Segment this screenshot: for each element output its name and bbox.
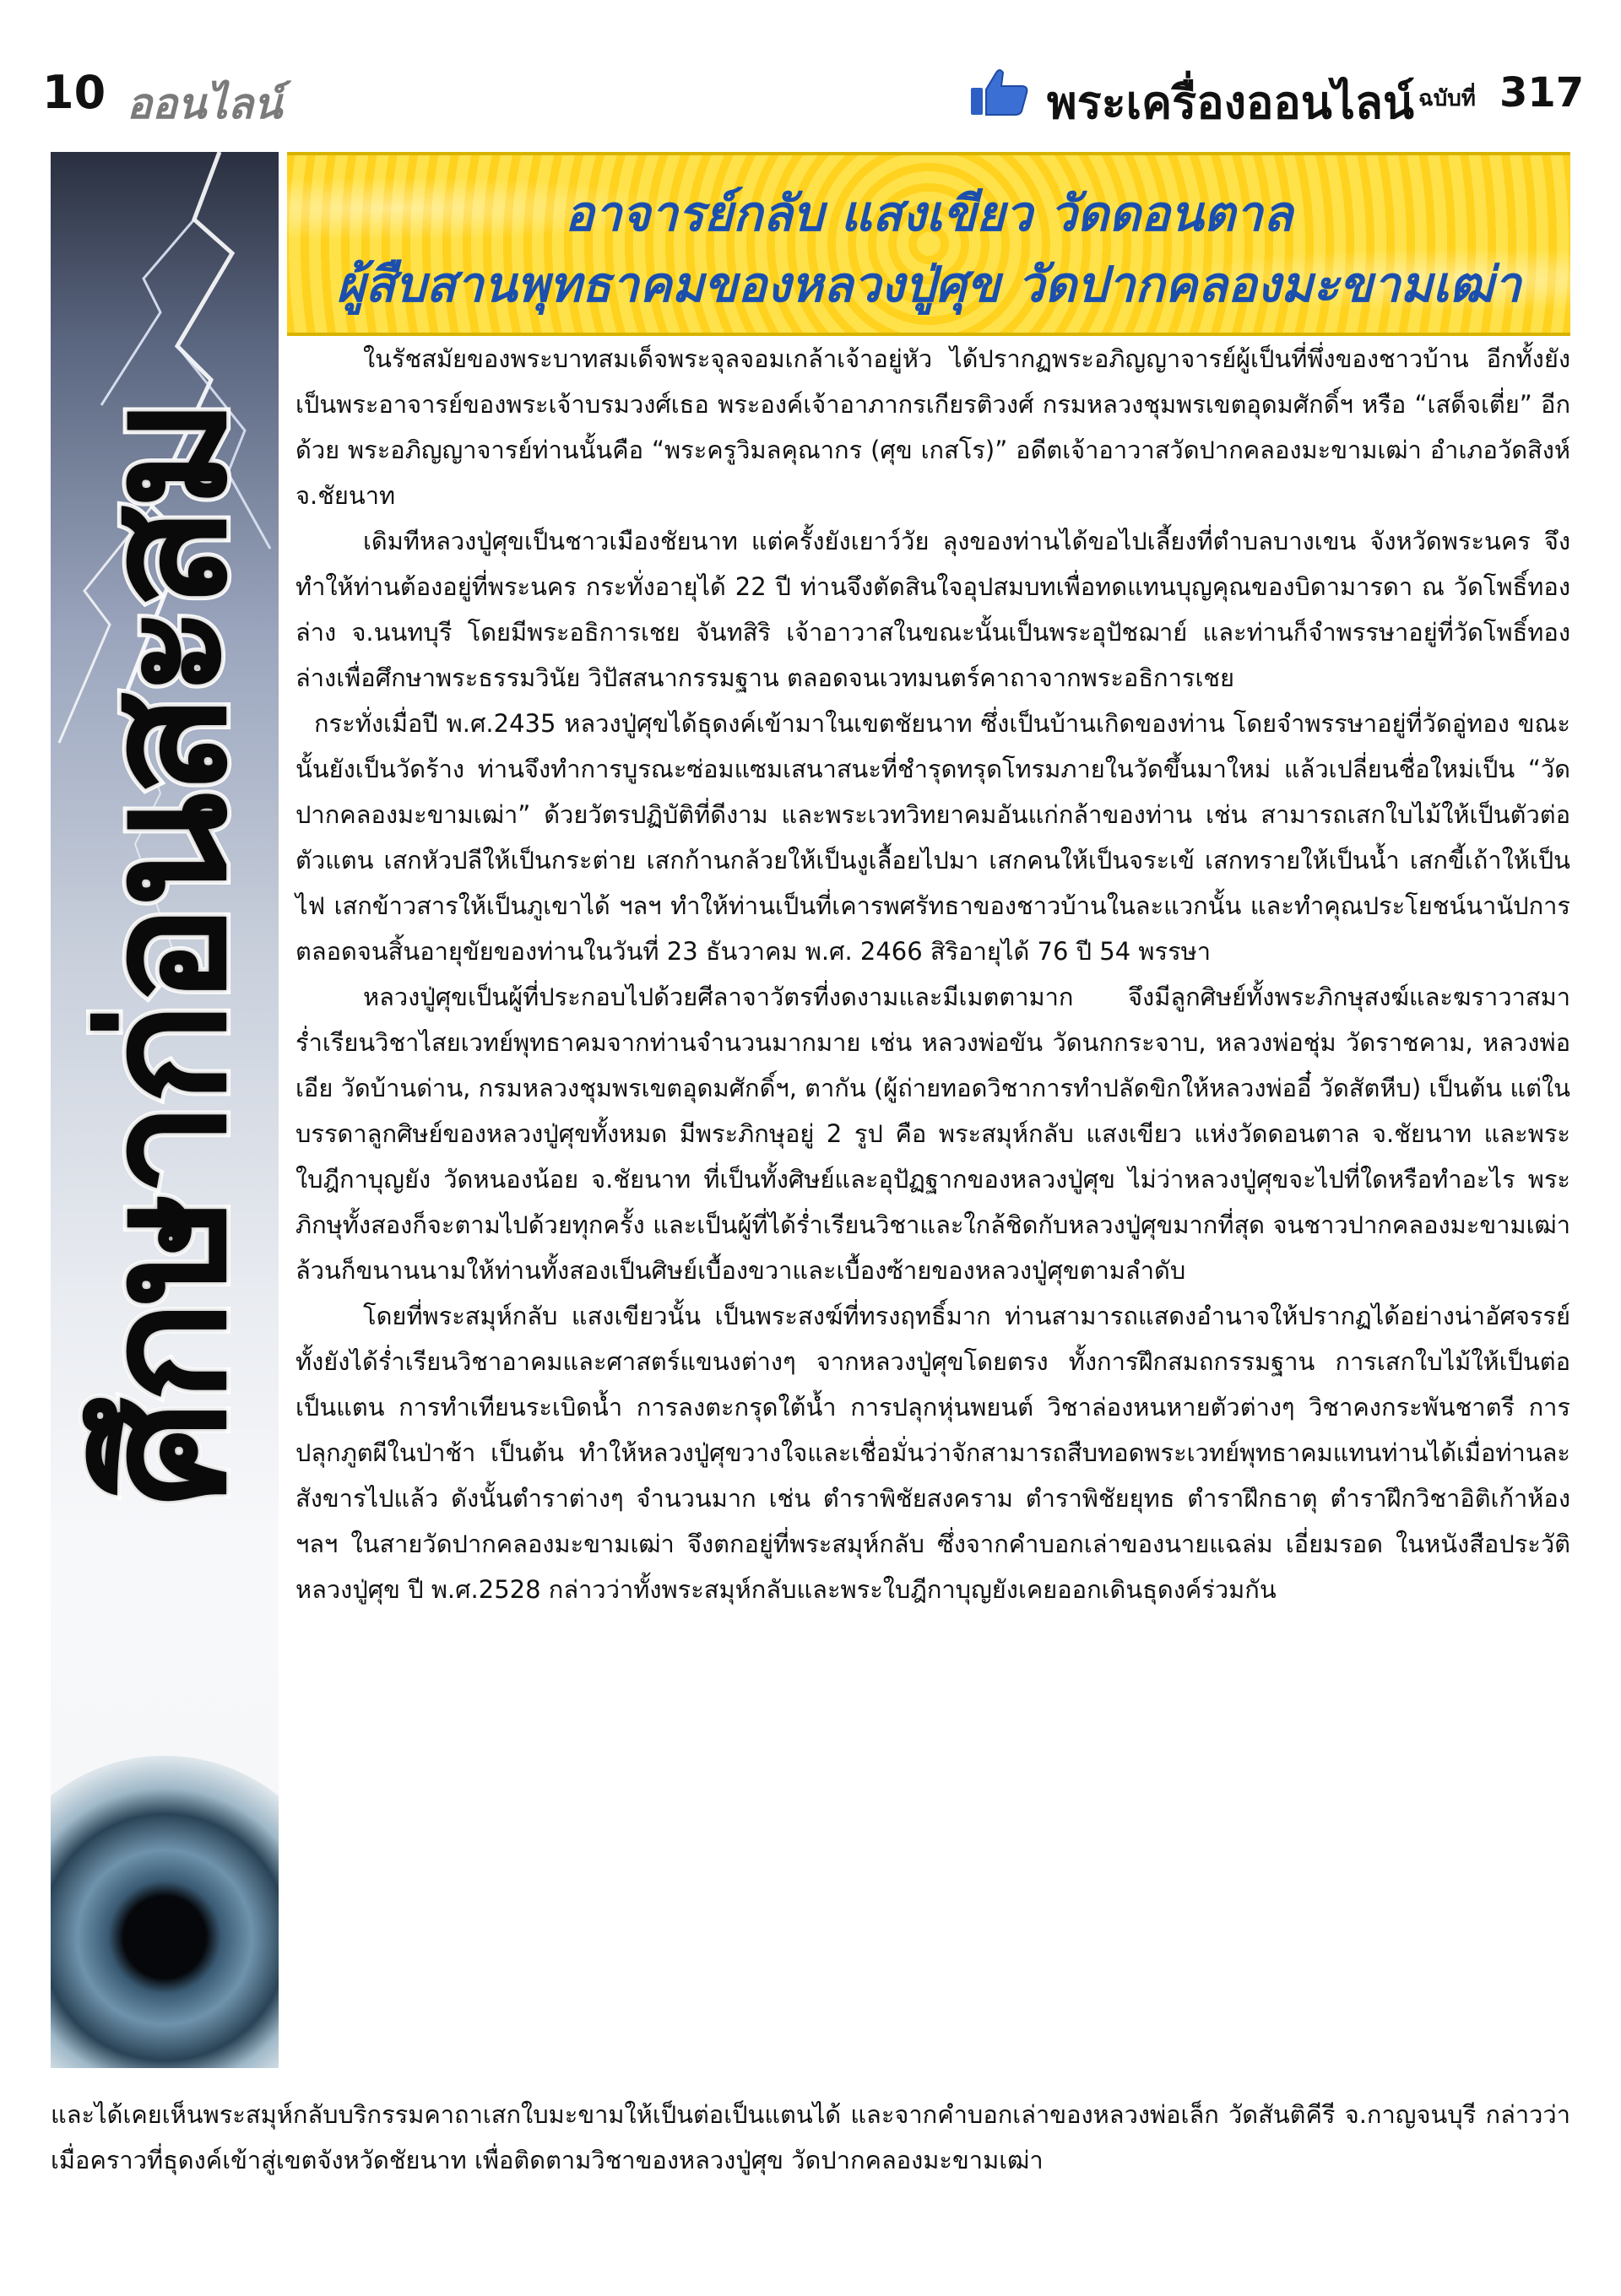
thumbs-up-icon bbox=[969, 68, 1030, 116]
eye-graphic bbox=[51, 1756, 279, 2068]
paragraph: ในรัชสมัยของพระบาทสมเด็จพระจุลจอมเกล้าเจ้าอยู่หัว ได้ปรากฏพระอภิญญาจารย์ผู้เป็นที่พึ่งของชาวบ้าน อีกทั้งยังเป็นพระอาจารย์ของพระเจ้าบรมวงศ์เธอ พระองค์เจ้าอาภากรเกียรติวงศ์ กรมหลวงชุมพรเขตอุดมศักดิ์ฯ หรือ “เสด็จเตี่ย” อีกด้วย พระอภิญญาจารย์ท่านนั้นคือ “พระครูวิมลคุณากร (ศุข เกสโร)” อดีตเจ้าอาวาสวัดปากคลองมะขามเฒ่า อำเภอวัดสิงห์ จ.ชัยนาท bbox=[295, 344, 1570, 510]
title-banner bbox=[287, 152, 1570, 336]
paragraph: โดยที่พระสมุห์กลับ แสงเขียวนั้น เป็นพระสงฆ์ที่ทรงฤทธิ์มาก ท่านสามารถแสดงอำนาจให้ปรากฏได้อย่างน่าอัศจรรย์ ทั้งยังได้ร่ำเรียนวิชาอาคมและศาสตร์แขนงต่างๆ จากหลวงปู่ศุขโดยตรง ทั้งการฝึกสมถกรรมฐาน การเสกใบไม้ให้เป็นต่อเป็นแตน การทำเทียนระเบิดน้ำ การลงตะกรุดใต้น้ำ การปลุกหุ่นพยนต์ วิชาล่องหนหายตัวต่างๆ วิชาคงกระพันชาตรี การปลุกภูตผีในป่าช้า เป็นต้น ทำให้หลวงปู่ศุขวางใจและเชื่อมั่นว่าจักสามารถสืบทอดพระเวทย์พุทธาคมแทนท่านได้เมื่อท่านละสังขารไปแล้ว ดังนั้นตำราต่างๆ จำนวนมาก เช่น ตำราพิชัยสงคราม ตำราพิชัยยุทธ ตำราฝึกธาตุ ตำราฝึกวิชาอิติเก้าห้อง ฯลฯ ในสายวัดปากคลองมะขามเฒ่า จึงตกอยู่ที่พระสมุห์กลับ ซึ่งจากคำบอกเล่าของนายแฉล่ม เอี่ยมรอด ในหนังสือประวัติหลวงปู่ศุข ปี พ.ศ.2528 กล่าวว่าทั้งพระสมุห์กลับและพระใบฎีกาบุญยังเคยออกเดินธุดงค์ร่วมกัน bbox=[295, 1302, 1570, 1604]
page-number: 10 bbox=[42, 66, 106, 119]
paragraph: เดิมทีหลวงปู่ศุขเป็นชาวเมืองชัยนาท แต่ครั้งยังเยาว์วัย ลุงของท่านได้ขอไปเลี้ยงที่ตำบลบางเขน จังหวัดพระนคร จึงทำให้ท่านต้องอยู่ที่พระนคร กระทั่งอายุได้ 22 ปี ท่านจึงตัดสินใจอุปสมบทเพื่อทดแทนบุญคุณของบิดามารดา ณ วัดโพธิ์ทองล่าง จ.นนทบุรี โดยมีพระอธิการเชย จันทสิริ เจ้าอาวาสในขณะนั้นเป็นพระอุปัชฌาย์ และท่านก็จำพรรษาอยู่ที่วัดโพธิ์ทองล่างเพื่อศึกษาพระธรรมวินัย วิปัสสนากรรมฐาน ตลอดจนเวทมนตร์คาถาจากพระอธิการเชย bbox=[295, 527, 1570, 692]
masthead-title: พระเครื่องออนไลน์ bbox=[1047, 76, 1414, 129]
section-title-vertical bbox=[51, 152, 279, 1756]
article-body bbox=[295, 336, 1570, 1612]
issue-number: 317 bbox=[1499, 69, 1585, 116]
brand-logo-left: ออนไลน์ bbox=[127, 79, 283, 128]
article-title-line-1: อาจารย์กลับ แสงเขียว วัดดอนตาล bbox=[564, 185, 1293, 242]
section-title-text: ศึกษาก่อนสะสม bbox=[68, 401, 264, 1507]
paragraph: กระทั่งเมื่อปี พ.ศ.2435 หลวงปู่ศุขได้ธุดงค์เข้ามาในเขตชัยนาท ซึ่งเป็นบ้านเกิดของท่าน โดยจำพรรษาอยู่ที่วัดอู่ทอง ขณะนั้นยังเป็นวัดร้าง ท่านจึงทำการบูรณะซ่อมแซมเสนาสนะที่ชำรุดทรุดโทรมภายในวัดขึ้นมาใหม่ แล้วเปลี่ยนชื่อใหม่เป็น “วัดปากคลองมะขามเฒ่า” ด้วยวัตรปฏิบัติที่ดีงาม และพระเวทวิทยาคมอันแก่กล้าของท่าน เช่น สามารถเสกใบไม้ให้เป็นตัวต่อตัวแตน เสกหัวปลีให้เป็นกระต่าย เสกก้านกล้วยให้เป็นงูเลื้อยไปมา เสกคนให้เป็นจระเข้ เสกทรายให้เป็นน้ำ เสกขี้เถ้าให้เป็นไฟ เสกข้าวสารให้เป็นภูเขาได้ ฯลฯ ทำให้ท่านเป็นที่เคารพศรัทธาของชาวบ้านในละแวกนั้น และทำคุณประโยชน์นานัปการตลอดจนสิ้นอายุขัยของท่านในวันที่ 23 ธันวาคม พ.ศ. 2466 สิริอายุได้ 76 ปี 54 พรรษา bbox=[295, 709, 1570, 966]
paragraph: หลวงปู่ศุขเป็นผู้ที่ประกอบไปด้วยศีลาจาวัตรที่งดงามและมีเมตตามาก จึงมีลูกศิษย์ทั้งพระภิกษุสงฆ์และฆราวาสมาร่ำเรียนวิชาไสยเวทย์พุทธาคมจากท่านจำนวนมากมาย เช่น หลวงพ่อขัน วัดนกกระจาบ, หลวงพ่อชุ่ม วัดราชคาม, หลวงพ่อเอีย วัดบ้านด่าน, กรมหลวงชุมพรเขตอุดมศักดิ์ฯ, ตากัน (ผู้ถ่ายทอดวิชาการทำปลัดขิกให้หลวงพ่ออี๋ วัดสัตหีบ) เป็นต้น แต่ในบรรดาลูกศิษย์ของหลวงปู่ศุขทั้งหมด มีพระภิกษุอยู่ 2 รูป คือ พระสมุห์กลับ แสงเขียว แห่งวัดดอนตาล จ.ชัยนาท และพระใบฎีกาบุญยัง วัดหนองน้อย จ.ชัยนาท ที่เป็นทั้งศิษย์และอุปัฏฐากของหลวงปู่ศุข ไม่ว่าหลวงปู่ศุขจะไปที่ใดหรือทำอะไร พระภิกษุทั้งสองก็จะตามไปด้วยทุกครั้ง และเป็นผู้ที่ได้ร่ำเรียนวิชาและใกล้ชิดกับหลวงปู่ศุขมากที่สุด จนชาวปากคลองมะขามเฒ่าล้วนก็ขนานนามให้ท่านทั้งสองเป็นศิษย์เบื้องขวาและเบื้องซ้ายของหลวงปู่ศุขตามลำดับ bbox=[295, 983, 1570, 1285]
issue-label: ฉบับที่ bbox=[1418, 86, 1476, 111]
article-title-line-2: ผู้สืบสานพุทธาคมของหลวงปู่ศุข วัดปากคลองมะขามเฒ่า bbox=[336, 256, 1521, 313]
paragraph-continuation: และได้เคยเห็นพระสมุห์กลับบริกรรมคาถาเสกใบมะขามให้เป็นต่อเป็นแตนได้ และจากคำบอกเล่าของหลวงพ่อเล็ก วัดสันติคีรี จ.กาญจนบุรี กล่าวว่า เมื่อคราวที่ธุดงค์เข้าสู่เขตจังหวัดชัยนาท เพื่อติดตามวิชาของหลวงปู่ศุข วัดปากคลองมะขามเฒ่า bbox=[51, 2100, 1570, 2174]
